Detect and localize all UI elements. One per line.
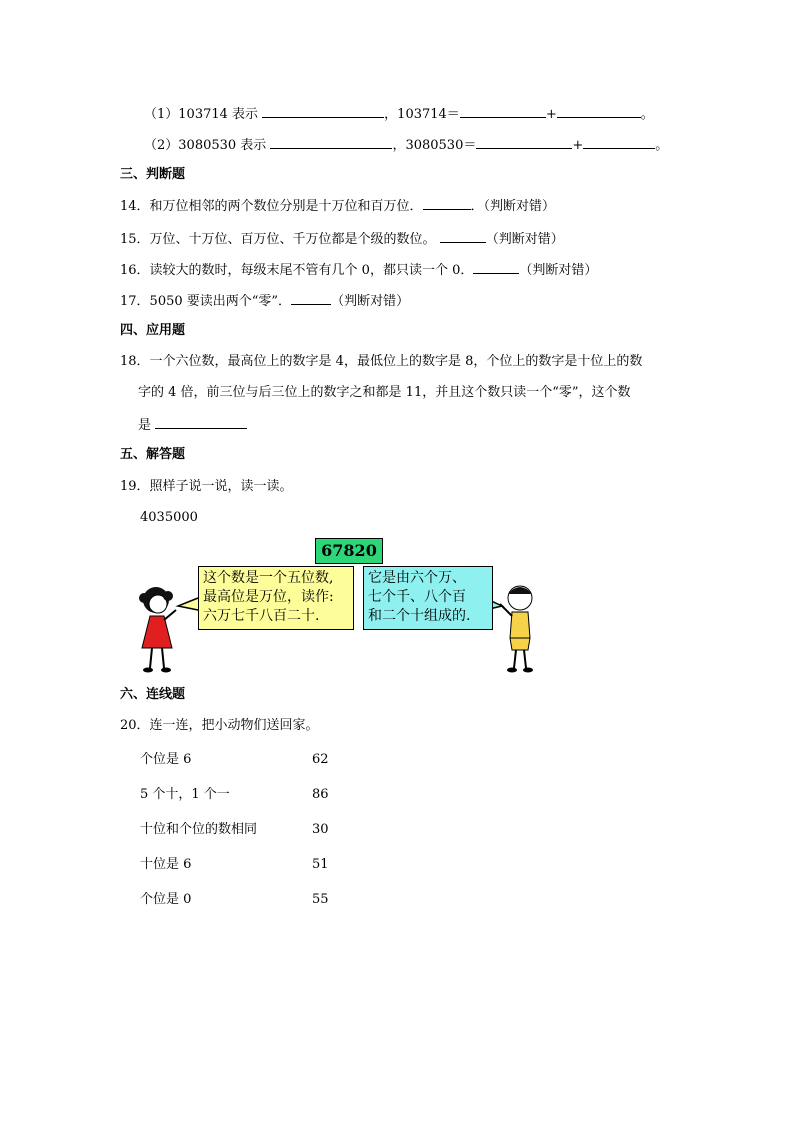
example-number-box: 67820	[315, 538, 383, 564]
question-15	[120, 229, 564, 249]
section-title-judgement: 三、判断题	[120, 167, 186, 182]
blank-field[interactable]	[557, 104, 641, 118]
q18-line3-text: 是	[138, 418, 152, 433]
q16-text: 16．读较大的数时，每级末尾不管有几个 0，都只读一个 0．	[120, 263, 474, 278]
bubble-right-line: 七个千、八个百	[368, 589, 466, 605]
boy-figure	[500, 586, 533, 673]
girl-figure	[139, 587, 176, 673]
example-illustration	[128, 538, 548, 678]
section-title-matching: 六、连线题	[120, 687, 186, 702]
q14-tail: ．（判断对错）	[470, 199, 556, 214]
question-18-line-1: 18．一个六位数，最高位上的数字是 4，最低位上的数字是 8，个位上的数字是十位上的数	[120, 354, 643, 369]
bubble-left-line: 最高位是万位，读作:	[203, 589, 334, 605]
q13-item2-end: 。	[655, 138, 669, 153]
blank-field[interactable]	[440, 229, 486, 243]
q16-tail: （判断对错）	[519, 263, 598, 278]
q17-text: 17．5050 要读出两个“零”．	[120, 294, 292, 309]
question-20: 20．连一连，把小动物们送回家。	[120, 718, 319, 733]
blank-field[interactable]	[460, 104, 546, 118]
match-left-item[interactable]: 个位是 0	[140, 892, 192, 907]
q13-item-1	[144, 104, 654, 124]
q19-number: 4035000	[140, 510, 198, 525]
blank-field[interactable]	[423, 196, 471, 210]
blank-field[interactable]	[473, 260, 519, 274]
match-left-item[interactable]: 十位和个位的数相同	[140, 822, 258, 837]
q15-tail: （判断对错）	[485, 232, 564, 247]
q13-item1-plus: +	[545, 107, 557, 122]
q13-item2-mid: ，3080530＝	[392, 138, 477, 153]
match-right-item[interactable]: 55	[312, 892, 329, 907]
blank-field[interactable]	[270, 135, 392, 149]
blank-field[interactable]	[155, 415, 247, 429]
q13-item1-end: 。	[640, 107, 654, 122]
q13-item1-mid: ，103714＝	[384, 107, 460, 122]
q13-item1-prefix: （1）103714 表示	[144, 107, 259, 122]
question-17	[120, 291, 409, 311]
question-19: 19．照样子说一说，读一读。	[120, 479, 293, 494]
match-left-item[interactable]: 5 个十，1 个一	[140, 787, 230, 802]
bubble-left-line: 这个数是一个五位数,	[203, 570, 334, 586]
bubble-left-line: 六万七千八百二十.	[203, 608, 320, 624]
blank-field[interactable]	[583, 135, 655, 149]
bubble-right-line: 和二个十组成的.	[368, 608, 471, 624]
speech-bubble-boy	[363, 566, 493, 630]
match-right-item[interactable]: 62	[312, 752, 329, 767]
section-title-answer: 五、解答题	[120, 447, 186, 462]
section-title-application: 四、应用题	[120, 323, 186, 338]
match-right-item[interactable]: 30	[312, 822, 329, 837]
q13-item-2	[144, 135, 668, 155]
blank-field[interactable]	[291, 291, 331, 305]
q15-text: 15．万位、十万位、百万位、千万位都是个级的数位。	[120, 232, 436, 247]
question-14	[120, 196, 555, 216]
q13-item2-prefix: （2）3080530 表示	[144, 138, 267, 153]
blank-field[interactable]	[476, 135, 572, 149]
match-right-item[interactable]: 51	[312, 857, 329, 872]
blank-field[interactable]	[262, 104, 384, 118]
q17-tail: （判断对错）	[331, 294, 410, 309]
match-left-item[interactable]: 十位是 6	[140, 857, 192, 872]
q14-text: 14．和万位相邻的两个数位分别是十万位和百万位．	[120, 199, 423, 214]
question-18-line-2: 字的 4 倍，前三位与后三位上的数字之和都是 11，并且这个数只读一个“零”，这个数	[138, 385, 631, 400]
match-right-item[interactable]: 86	[312, 787, 329, 802]
speech-bubble-girl	[198, 566, 354, 630]
match-left-item[interactable]: 个位是 6	[140, 752, 192, 767]
bubble-right-line: 它是由六个万、	[368, 570, 466, 586]
q13-item2-plus: +	[572, 138, 584, 153]
question-18-line-3	[138, 415, 247, 435]
question-16	[120, 260, 597, 280]
